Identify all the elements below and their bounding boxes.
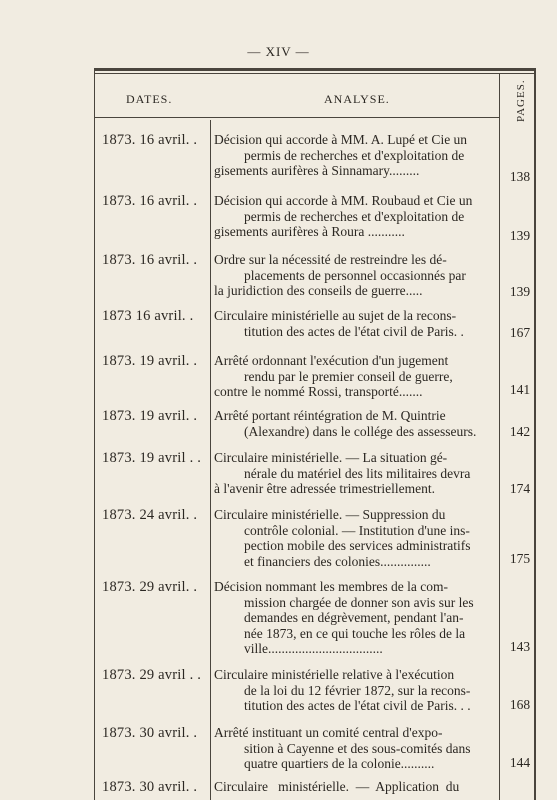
entry-page: 141 <box>509 382 531 397</box>
analysis-line: Décision qui accorde à MM. A. Lupé et Cie un <box>214 132 468 147</box>
analysis-line: Décision nommant les membres de la com- <box>214 579 448 594</box>
analysis-line: demandes en dégrèvement, pendant l'an- <box>244 610 464 626</box>
index-entry <box>94 497 535 567</box>
entry-analysis <box>214 779 502 795</box>
analysis-line: de la loi du 12 février 1872, sur la recons- <box>244 682 471 698</box>
analysis-line: placements de personnel occasionnés par <box>244 267 466 283</box>
entry-date: 1873. 16 avril. . <box>102 193 198 209</box>
analysis-line: titution des actes de l'état civil de Paris. . <box>244 323 464 339</box>
entry-analysis <box>214 132 502 179</box>
entry-date: 1873. 16 avril. . <box>102 252 198 268</box>
entry-page: 138 <box>509 169 531 184</box>
analysis-line: Circulaire ministérielle relative à l'exécution <box>214 667 455 682</box>
entry-page: 144 <box>509 755 531 770</box>
entry-date: 1873. 16 avril. . <box>102 132 198 148</box>
analysis-line: Ordre sur la nécessité de restreindre les dé- <box>214 252 447 267</box>
entry-page: 143 <box>509 639 531 654</box>
index-entry <box>94 771 535 795</box>
entry-date: 1873. 19 avril . . <box>102 450 202 466</box>
entry-page: 168 <box>509 697 531 712</box>
analysis-line: Arrêté ordonnant l'exécution d'un jugement <box>214 353 449 368</box>
analysis-line: Arrêté instituant un comité central d'expo- <box>214 725 443 740</box>
entry-analysis <box>214 579 502 657</box>
entry-analysis <box>214 408 502 439</box>
index-entry <box>94 440 535 497</box>
index-entry <box>94 398 535 440</box>
entry-date: 1873. 29 avril. . <box>102 579 198 595</box>
analysis-line: Décision qui accorde à MM. Roubaud et Cie un <box>214 193 473 208</box>
entry-date: 1873. 30 avril. . <box>102 725 198 741</box>
analysis-line: Circulaire ministérielle. — Suppression du <box>214 507 446 522</box>
analysis-line: (Alexandre) dans le collége des assesseurs. <box>244 423 477 439</box>
analysis-line: titution des actes de l'état civil de Paris. . . <box>244 698 471 714</box>
header-underline <box>94 117 499 118</box>
index-entry <box>94 244 535 300</box>
entry-analysis <box>214 667 502 714</box>
entry-analysis <box>214 193 502 240</box>
index-entry <box>94 713 535 771</box>
pages-column-header: PAGES. <box>515 79 527 123</box>
analysis-line: et financiers des colonies............... <box>244 553 431 569</box>
entry-page: 142 <box>509 424 531 439</box>
entry-date: 1873. 29 avril . . <box>102 667 202 683</box>
entry-analysis <box>214 353 502 400</box>
entry-page: 174 <box>509 481 531 496</box>
index-entry <box>94 185 535 244</box>
column-headers <box>94 88 535 118</box>
entry-page: 167 <box>509 325 531 340</box>
analysis-line: contrôle colonial. — Institution d'une ins- <box>244 522 470 538</box>
entry-date: 1873. 19 avril. . <box>102 353 198 369</box>
analysis-line: permis de recherches et d'exploitation de <box>244 147 465 163</box>
analysis-line: quatre quartiers de la colonie.......... <box>244 756 435 772</box>
analysis-line: Circulaire ministérielle. — Application du <box>214 779 460 794</box>
page-number: — XIV — <box>247 44 310 59</box>
index-entries <box>94 132 535 795</box>
index-entry <box>94 655 535 713</box>
analysis-line: gisements aurifères à Roura ........... <box>214 224 405 240</box>
analysis-line: contre le nommé Rossi, transporté....... <box>214 384 423 400</box>
analysis-line: Circulaire ministérielle au sujet de la recons- <box>214 308 457 323</box>
entry-analysis <box>214 252 502 299</box>
analysis-line: pection mobile des services administratifs <box>244 538 471 554</box>
analysis-line: Circulaire ministérielle. — La situation gé- <box>214 450 448 465</box>
index-entry <box>94 567 535 655</box>
analysis-line: gisements aurifères à Sinnamary......... <box>214 163 420 179</box>
entry-analysis <box>214 507 502 569</box>
analysis-line: mission chargée de donner son avis sur les <box>244 594 474 610</box>
analysis-column-header: ANALYSE. <box>324 92 390 106</box>
analysis-line: la juridiction des conseils de guerre..... <box>214 283 423 299</box>
analysis-line: ville.................................. <box>244 641 383 657</box>
analysis-line: permis de recherches et d'exploitation de <box>244 208 465 224</box>
index-entry <box>94 341 535 398</box>
top-rule-thin <box>94 73 535 74</box>
analysis-line: nérale du matériel des lits militaires devra <box>244 465 471 481</box>
dates-column-header: DATES. <box>126 92 173 106</box>
index-entry <box>94 132 535 185</box>
analysis-line: rendu par le premier conseil de guerre, <box>244 368 453 384</box>
entry-date: 1873. 19 avril. . <box>102 408 198 424</box>
analysis-line: née 1873, en ce qui touche les rôles de la <box>244 625 466 641</box>
entry-analysis <box>214 450 502 497</box>
entry-analysis <box>214 725 502 772</box>
entry-analysis <box>214 308 502 339</box>
analysis-line: sition à Cayenne et des sous-comités dans <box>244 740 471 756</box>
entry-date: 1873. 30 avril. . <box>102 779 198 795</box>
analysis-line: à l'avenir être adressée trimestriellement. <box>214 481 435 497</box>
entry-date: 1873. 24 avril. . <box>102 507 198 523</box>
analysis-line: Arrêté portant réintégration de M. Quintrie <box>214 408 446 423</box>
entry-page: 175 <box>509 551 531 566</box>
entry-date: 1873 16 avril. . <box>102 308 194 324</box>
entry-page: 139 <box>509 284 531 299</box>
top-rule <box>94 68 535 71</box>
index-entry <box>94 300 535 341</box>
entry-page: 139 <box>509 228 531 243</box>
